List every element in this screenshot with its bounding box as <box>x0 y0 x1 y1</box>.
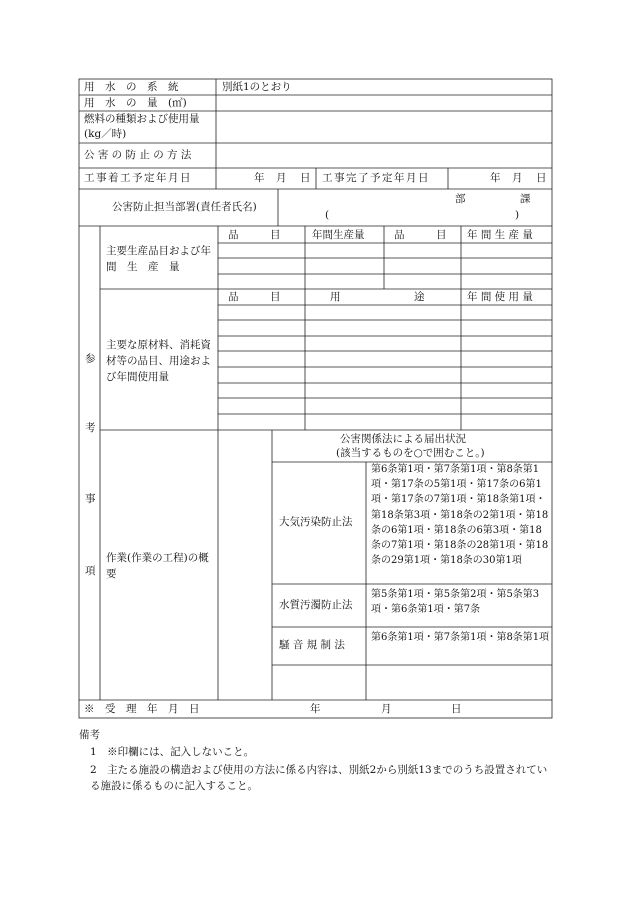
department-ka: 課 <box>520 193 531 205</box>
start-date-year: 年 <box>254 172 265 184</box>
side-label-char: 参 <box>85 353 96 365</box>
law-water-items: 第5条第1項・第5条第2項・第5条第3項・第6条第1項・第7条 <box>371 589 540 616</box>
side-label-char: 考 <box>85 422 96 434</box>
receipt-day: 日 <box>451 703 462 715</box>
start-date-day: 日 <box>300 172 311 184</box>
law-noise-name: 騒 音 規 制 法 <box>279 639 345 651</box>
law-water-name: 水質汚濁防止法 <box>279 599 353 611</box>
remarks-item-1: 1 ※印欄には、記入しないこと。 <box>90 746 255 758</box>
law-air-items: 第6条第1項・第7条第1項・第8条第1項・第17条の5第1項・第17条の6第1項・第17条の7第1項・第18条第1項・第18条第3項・第18条の2第1項・第18条の6第1項・第18条の6第3項・第18条の7第1項・第18条の28第1項・第18条の29第1項・第18条の30第1項 <box>371 464 549 567</box>
water-amount-label: 用 水 の 量 (㎥) <box>84 97 187 109</box>
receipt-year: 年 <box>310 703 321 715</box>
completion-date-month: 月 <box>512 172 523 184</box>
law-air-name: 大気汚染防止法 <box>279 516 353 528</box>
law-noise-items: 第6条第1項・第7条第1項・第8条第1項 <box>371 632 550 643</box>
products-header-volume-1: 年間生産量 <box>312 229 365 241</box>
department-close-paren: ) <box>515 209 520 221</box>
materials-label: 主要な原材料、消耗資材等の品目、用途および年間使用量 <box>106 339 211 383</box>
products-header-item-1: 品 目 <box>228 229 281 241</box>
department-bu: 部 <box>455 193 466 205</box>
materials-header-use: 用 途 <box>330 291 425 303</box>
notification-subtitle: (該当するものを○で囲むこと。) <box>336 447 485 459</box>
department-label: 公害防止担当部署(責任者氏名) <box>112 201 257 213</box>
completion-date-day: 日 <box>536 172 547 184</box>
water-system-label: 用 水 の 系 統 <box>84 81 179 93</box>
start-date-label: 工事着工予定年月日 <box>84 172 192 184</box>
water-system-value: 別紙1のとおり <box>222 81 292 93</box>
notification-title: 公害関係法による届出状況 <box>340 433 466 445</box>
materials-header-usage: 年 間 使 用 量 <box>467 291 533 303</box>
side-label-char: 項 <box>85 565 96 577</box>
completion-date-year: 年 <box>490 172 501 184</box>
materials-header-item: 品 目 <box>228 291 281 303</box>
department-open-paren: ( <box>325 209 330 221</box>
products-label: 主要生産品目および年 間 生 産 量 <box>106 245 222 273</box>
remarks-item-2: 2 主たる施設の構造および使用の方法に係る内容は、別紙2から別紙13までのうち設置されている施設に係るものに記入すること。 <box>90 764 548 792</box>
products-header-item-2: 品 目 <box>394 229 447 241</box>
fuel-label: 燃料の種類および使用量(kg／時) <box>84 113 200 140</box>
completion-date-label: 工事完了予定年月日 <box>322 172 430 184</box>
products-header-volume-2: 年 間 生 産 量 <box>467 229 533 241</box>
receipt-label: ※ 受 理 年 月 日 <box>84 703 200 715</box>
start-date-month: 月 <box>276 172 287 184</box>
receipt-month: 月 <box>381 703 392 715</box>
remarks-title: 備考 <box>79 729 100 741</box>
pollution-prevention-label: 公 害 の 防 止 の 方 法 <box>84 149 192 161</box>
side-label-char: 事 <box>85 493 96 505</box>
work-label: 作業(作業の工程)の概要 <box>106 552 209 580</box>
